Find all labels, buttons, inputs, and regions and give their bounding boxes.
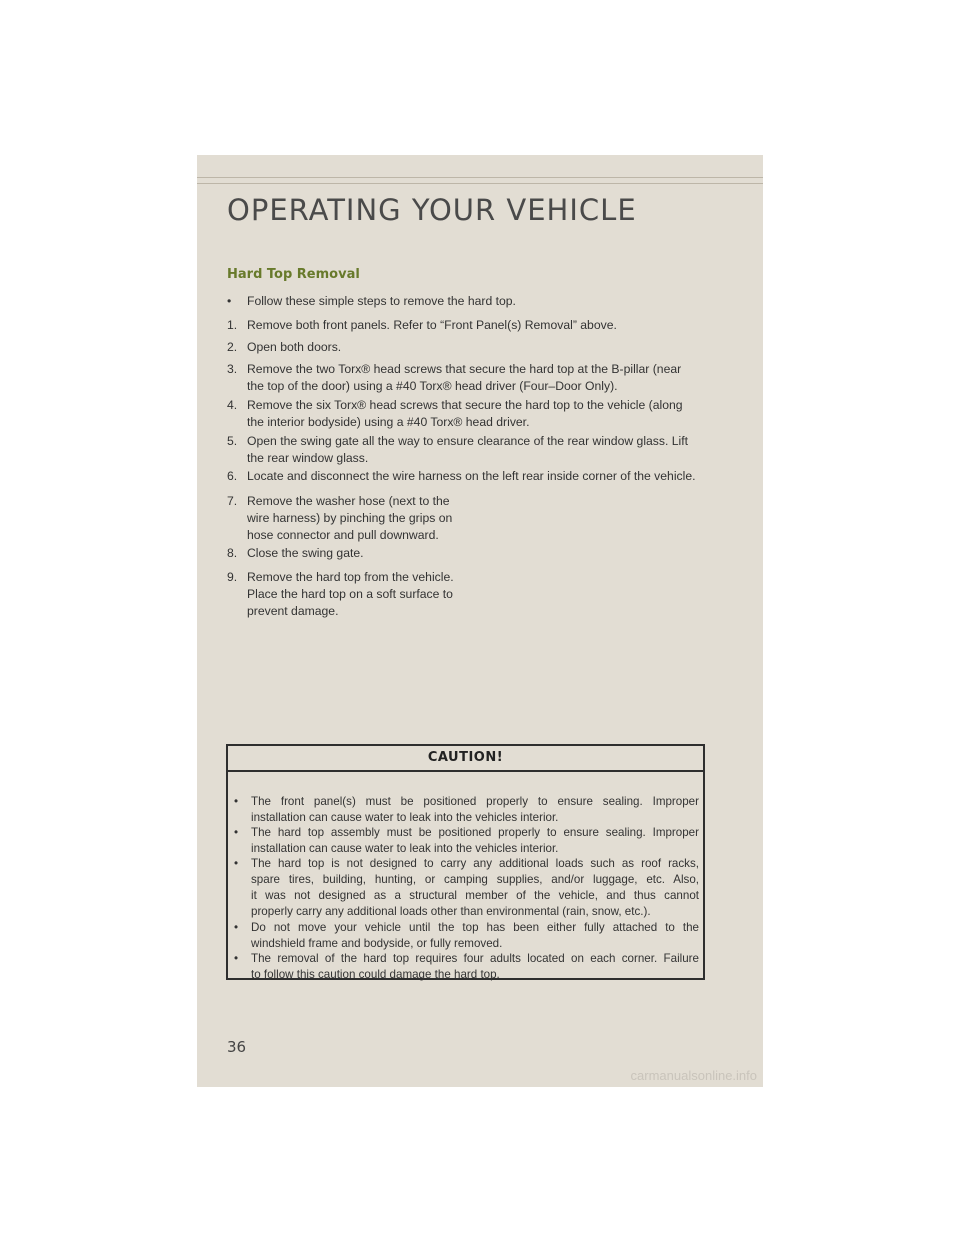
bullet-marker: • <box>234 952 239 965</box>
list-item-text: Remove both front panels. Refer to “Front Panel(s) Removal” above. <box>247 318 617 332</box>
list-item <box>227 493 720 544</box>
list-marker: • <box>227 294 232 308</box>
caution-title: CAUTION! <box>228 746 703 772</box>
list-item-text: Open both doors. <box>247 340 342 354</box>
caution-item-text: installation can cause water to leak into the vehicles interior. <box>251 811 559 824</box>
bullet-marker: • <box>234 857 239 870</box>
header-rule <box>197 183 763 184</box>
list-item-text: prevent damage. <box>247 604 339 618</box>
list-item-text: Close the swing gate. <box>247 546 364 560</box>
list-marker: 2. <box>227 340 238 354</box>
list-item-text: hose connector and pull downward. <box>247 528 439 542</box>
list-item-text: Place the hard top on a soft surface to <box>247 587 453 601</box>
list-item-text: Remove the washer hose (next to the <box>247 494 450 508</box>
caution-item-text: properly carry any additional loads other than environmental (rain, snow, etc.). <box>251 905 651 918</box>
list-marker: 6. <box>227 469 238 483</box>
caution-item <box>234 856 699 920</box>
list-item <box>227 339 720 356</box>
list-item-text: Open the swing gate all the way to ensure clearance of the rear window glass. Lift <box>247 434 689 448</box>
bullet-marker: • <box>234 826 239 839</box>
page-number: 36 <box>227 1038 247 1056</box>
list-marker: 1. <box>227 318 238 332</box>
list-item <box>227 545 720 562</box>
caution-item-text: • The hard top is not designed to carry any additional loads such as roof racks, <box>234 857 699 870</box>
section-heading: Hard Top Removal <box>227 267 360 282</box>
list-marker: 8. <box>227 546 238 560</box>
caution-item <box>234 794 699 826</box>
page-title: OPERATING YOUR VEHICLE <box>227 193 637 227</box>
list-item-text: wire harness) by pinching the grips on <box>247 511 453 525</box>
list-item-text: Locate and disconnect the wire harness on the left rear inside corner of the vehicle. <box>247 469 696 483</box>
list-item <box>227 361 720 395</box>
caution-item <box>234 920 699 952</box>
caution-item-text: • The front panel(s) must be positioned properly to ensure sealing. Improper <box>234 795 699 808</box>
list-marker: 3. <box>227 362 238 376</box>
list-item-text: the top of the door) using a #40 Torx® head driver (Four–Door Only). <box>247 379 618 393</box>
caution-item <box>234 825 699 857</box>
caution-item-text: spare tires, building, hunting, or camping supplies, and/or luggage, etc. Also, <box>251 873 699 886</box>
list-marker: 9. <box>227 570 238 584</box>
caution-item-text: to follow this caution could damage the hard top. <box>251 968 500 981</box>
list-item-text: Remove the six Torx® head screws that secure the hard top to the vehicle (along <box>247 398 683 412</box>
list-marker: 5. <box>227 434 238 448</box>
list-item <box>227 468 720 485</box>
caution-item-text: • The removal of the hard top requires four adults located on each corner. Failure <box>234 952 699 965</box>
bullet-marker: • <box>234 921 239 934</box>
list-item-text: Remove the two Torx® head screws that secure the hard top at the B-pillar (near <box>247 362 682 376</box>
header-rule <box>197 177 763 178</box>
caution-item <box>234 951 699 983</box>
manual-page <box>197 155 763 1087</box>
list-item-text: the interior bodyside) using a #40 Torx® head driver. <box>247 415 530 429</box>
list-item <box>227 433 720 467</box>
list-item <box>227 397 720 431</box>
caution-item-text: windshield frame and bodyside, or fully removed. <box>251 937 503 950</box>
caution-item-text: it was not designed as a structural member of the vehicle, and thus cannot <box>251 889 699 902</box>
list-item-text: the rear window glass. <box>247 451 369 465</box>
list-item-text: Remove the hard top from the vehicle. <box>247 570 454 584</box>
list-item <box>227 317 720 334</box>
watermark: carmanualsonline.info <box>630 1068 757 1083</box>
list-marker: 4. <box>227 398 238 412</box>
list-item-text: Follow these simple steps to remove the hard top. <box>247 294 516 308</box>
caution-item-text: installation can cause water to leak into the vehicles interior. <box>251 842 559 855</box>
list-marker: 7. <box>227 494 238 508</box>
list-item <box>227 569 720 620</box>
caution-item-text: • The hard top assembly must be positioned properly to ensure sealing. Improper <box>234 826 699 839</box>
bullet-marker: • <box>234 795 239 808</box>
caution-box <box>226 744 705 980</box>
caution-item-text: • Do not move your vehicle until the top has been either fully attached to the <box>234 921 699 934</box>
list-item <box>227 293 720 310</box>
